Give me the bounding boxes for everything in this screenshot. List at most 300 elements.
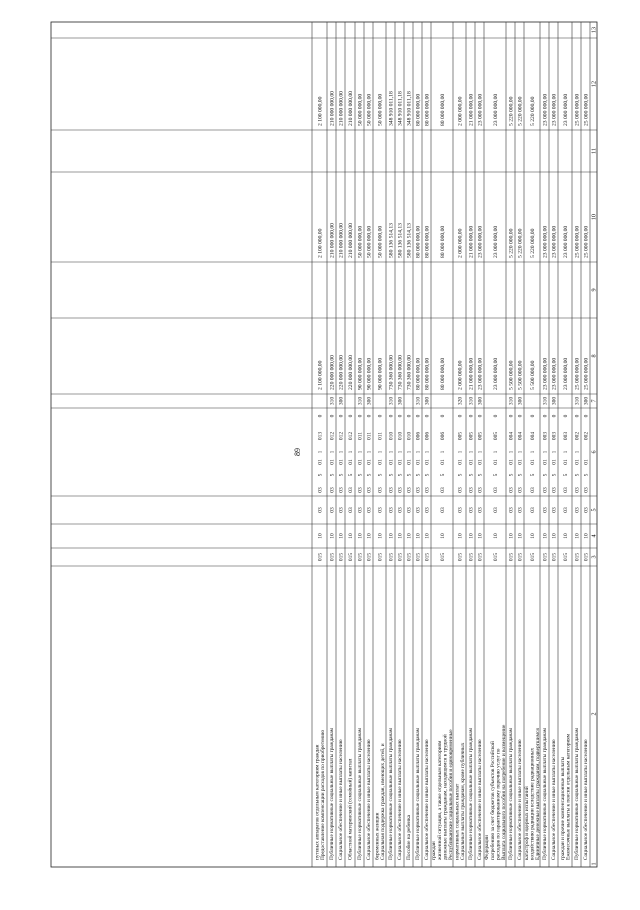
row-target-code-part: 005 — [457, 431, 464, 441]
row-name: Социальное обеспечение и иные выплаты населению — [397, 739, 404, 860]
row-subsection: 03 — [457, 507, 464, 513]
row-target-code-part: 5 — [477, 473, 484, 477]
row-target-code-part: 01 — [377, 459, 384, 465]
row-name: Публичные нормативные социальные выплаты гражданам — [388, 727, 395, 860]
row-target-code-part: 0 — [457, 414, 464, 418]
row-target-code-part: 010 — [406, 431, 413, 441]
row-target-code-part: 01 — [415, 459, 422, 465]
row-target-code-part: 01 — [317, 459, 324, 465]
row-target-code-part: 5 — [517, 473, 524, 477]
row-subsection: 03 — [517, 507, 524, 513]
header-c9: 9 — [590, 288, 598, 292]
row-target-code-part: 01 — [477, 459, 484, 465]
budget-table — [51, 22, 597, 867]
header-c12: 12 — [590, 80, 598, 88]
row-target-code-part: 002 — [574, 431, 581, 441]
row-ministry-code: 015 — [457, 552, 464, 562]
row-target-code-part: 0 — [377, 414, 384, 418]
table-row — [373, 94, 386, 860]
row-target-code-part: 1 — [388, 450, 395, 454]
row-amount-year2: 50 000 000,00 — [357, 225, 364, 258]
row-target-code-part: 03 — [542, 487, 549, 493]
row-amount-year2: 50 000 000,00 — [366, 225, 373, 258]
row-ministry-code: 015 — [477, 552, 484, 562]
row-target-code-part: 5 — [366, 473, 373, 477]
row-target-code-part: 03 — [424, 487, 431, 493]
row-name: жизненной ситуации, а также отдельным категориям — [436, 740, 443, 860]
row-name: нормативных социальных выплат — [454, 783, 461, 860]
row-section: 10 — [563, 533, 569, 539]
row-target-code-part: 0 — [508, 414, 515, 418]
row-amount-year1: 23 000 000,00 — [477, 357, 484, 390]
row-amount-year2: 580 136 514,13 — [397, 223, 404, 258]
row-target-code-part: 03 — [329, 487, 336, 493]
row-section: 10 — [317, 533, 324, 539]
row-amount-year3: 25 000 000,00 — [574, 93, 581, 126]
row-target-code-part: 03 — [357, 487, 364, 493]
row-target-code-part: 5 — [348, 473, 354, 477]
row-name: воздействию радиации вследствие радиационных — [529, 747, 536, 860]
table-row — [550, 94, 557, 860]
row-ministry-code: 015 — [397, 552, 404, 562]
row-amount-year3: 210 000 000,00 — [348, 91, 354, 126]
row-expense-type: 310 — [468, 396, 475, 406]
row-amount-year3: 5 220 000,00 — [508, 96, 515, 126]
row-amount-year3: 23 000 000,00 — [493, 93, 499, 126]
row-target-code-part: 01 — [517, 459, 524, 465]
row-amount-year1: 90 000 000,00 — [377, 357, 384, 390]
row-name: беременных женщин — [374, 812, 381, 860]
row-name: погребению за счет бюджетов субъектов Российской — [489, 741, 496, 860]
row-amount-year3: 21 000 000,00 — [468, 93, 475, 126]
row-target-code-part: 0 — [574, 414, 581, 418]
row-expense-type: 310 — [388, 396, 395, 406]
row-amount-year3: 210 000 000,00 — [338, 91, 345, 126]
row-name: расходов по гарантированному перечню услуг по — [495, 748, 502, 860]
row-target-code-part: 1 — [415, 450, 422, 454]
row-target-code-part: 0 — [477, 414, 484, 418]
row-amount-year2: 25 000 000,00 — [574, 225, 581, 258]
row-target-code-part: 03 — [440, 487, 446, 493]
row-target-code-part: 03 — [388, 487, 395, 493]
row-target-code-part: 5 — [468, 473, 475, 477]
row-target-code-part: 01 — [338, 459, 345, 465]
row-amount-year1: 2 100 000,00 — [317, 360, 324, 390]
row-amount-year3: 23 000 000,00 — [477, 93, 484, 126]
row-name: граждан и прочие компенсационные выплаты — [559, 756, 566, 860]
row-amount-year2: 210 000 000,00 — [329, 223, 336, 258]
row-expense-type: 300 — [366, 396, 373, 406]
row-target-code-part: 1 — [457, 450, 464, 454]
table-row — [582, 94, 589, 860]
row-ministry-code: 015 — [440, 552, 446, 562]
row-subsection: 03 — [440, 507, 446, 513]
row-amount-year2: 23 000 000,00 — [563, 225, 569, 258]
row-amount-year1: 730 360 000,00 — [388, 355, 395, 390]
row-target-code-part: 03 — [508, 487, 515, 493]
header-c10: 10 — [590, 213, 598, 221]
row-ministry-code: 015 — [542, 552, 549, 562]
row-amount-year1: 220 000 000,00 — [329, 355, 336, 390]
row-target-code-part: 011 — [366, 431, 373, 441]
row-target-code-part: 0 — [406, 414, 413, 418]
row-section: 10 — [440, 533, 446, 539]
row-subsection: 03 — [406, 507, 413, 513]
row-target-code-part: 1 — [493, 450, 499, 454]
row-target-code-part: 0 — [542, 414, 549, 418]
row-section: 10 — [348, 533, 354, 539]
row-target-code-part: 03 — [517, 487, 524, 493]
row-amount-year1: 23 000 000,00 — [551, 357, 558, 390]
row-target-code-part: 006 — [415, 431, 422, 441]
table-row — [337, 91, 344, 860]
row-name: Федерации — [484, 834, 491, 860]
row-amount-year2: 21 000 000,00 — [468, 225, 475, 258]
row-subsection: 03 — [424, 507, 431, 513]
row-name: Социальное обеспечение и иные выплаты населению — [366, 739, 373, 860]
row-section: 10 — [508, 533, 515, 539]
row-target-code-part: 003 — [542, 431, 549, 441]
row-section: 10 — [551, 533, 558, 539]
row-expense-type: 310 — [357, 396, 364, 406]
row-target-code-part: 1 — [477, 450, 484, 454]
row-target-code-part: 5 — [388, 473, 395, 477]
row-amount-year1: 25 000 000,00 — [583, 357, 590, 390]
row-section: 10 — [457, 533, 464, 539]
row-ministry-code: 015 — [424, 552, 431, 562]
row-section: 10 — [574, 533, 581, 539]
row-section: 10 — [329, 533, 336, 539]
row-target-code-part: 0 — [348, 414, 354, 418]
row-subsection: 03 — [551, 507, 558, 513]
row-ministry-code: 015 — [468, 552, 475, 562]
row-target-code-part: 01 — [457, 459, 464, 465]
row-expense-type: 300 — [338, 396, 345, 406]
row-target-code-part: 01 — [493, 459, 499, 465]
row-amount-year1: 220 000 000,00 — [338, 355, 345, 390]
row-amount-year3: 50 000 000,00 — [377, 93, 384, 126]
row-section: 10 — [583, 533, 590, 539]
row-target-code-part: 005 — [493, 431, 499, 441]
row-ministry-code: 015 — [338, 552, 345, 562]
row-expense-type: 300 — [517, 396, 524, 406]
row-amount-year2: 5 220 000,00 — [517, 228, 524, 258]
row-target-code-part: 1 — [530, 450, 536, 454]
table-header — [590, 27, 597, 866]
row-section: 10 — [397, 533, 404, 539]
header-c11: 11 — [590, 148, 598, 154]
table-row — [414, 94, 421, 860]
row-target-code-part: 010 — [388, 431, 395, 441]
row-subsection: 03 — [366, 507, 373, 513]
row-name: граждан — [431, 841, 438, 860]
row-target-code-part: 01 — [440, 459, 446, 465]
row-name: Публичные нормативные социальные выплаты гражданам — [415, 727, 422, 860]
row-target-code-part: 0 — [440, 414, 446, 418]
row-expense-type: 320 — [457, 396, 464, 406]
row-target-code-part: 5 — [457, 473, 464, 477]
row-section: 10 — [542, 533, 549, 539]
row-target-code-part: 03 — [415, 487, 422, 493]
row-target-code-part: 1 — [542, 450, 549, 454]
row-target-code-part: 5 — [338, 473, 345, 477]
row-amount-year3: 23 000 000,00 — [542, 93, 549, 126]
row-target-code-part: 005 — [477, 431, 484, 441]
row-target-code-part: 0 — [517, 414, 524, 418]
row-subsection: 03 — [563, 507, 569, 513]
row-amount-year1: 23 000 000,00 — [563, 357, 569, 390]
row-target-code-part: 03 — [397, 487, 404, 493]
row-expense-type: 300 — [583, 396, 590, 406]
row-subsection: 03 — [542, 507, 549, 513]
row-target-code-part: 004 — [530, 431, 536, 441]
row-amount-year3: 25 000 000,00 — [583, 93, 590, 126]
row-ministry-code: 015 — [551, 552, 558, 562]
row-name: Областной материнский (семейный) капитал — [347, 758, 354, 860]
row-ministry-code: 015 — [415, 552, 422, 562]
row-expense-type: 310 — [574, 396, 581, 406]
row-target-code-part: 03 — [574, 487, 581, 493]
row-subsection: 03 — [397, 507, 404, 513]
row-name: катастроф и ядерных испытаний — [524, 786, 530, 860]
header-c5: 5 — [590, 508, 598, 512]
row-amount-year1: 5 500 000,00 — [517, 360, 524, 390]
row-amount-year1: 25 000 000,00 — [574, 357, 581, 390]
row-target-code-part: 01 — [366, 459, 373, 465]
row-amount-year3: 80 000 000,00 — [424, 93, 431, 126]
row-amount-year3: 5 220 000,00 — [530, 96, 536, 126]
row-subsection: 03 — [329, 507, 336, 513]
row-name: Пособие на ребенка — [406, 815, 413, 860]
row-subsection: 03 — [493, 507, 499, 513]
row-target-code-part: 03 — [551, 487, 558, 493]
row-target-code-part: 0 — [563, 414, 569, 418]
table-row — [467, 94, 474, 860]
table-row — [573, 94, 580, 860]
row-target-code-part: 03 — [468, 487, 475, 493]
row-name: Социальные выплаты гражданам, кроме публичных — [459, 742, 466, 860]
row-target-code-part: 1 — [563, 450, 569, 454]
header-c2: 2 — [590, 712, 598, 716]
table-row — [560, 94, 572, 860]
row-amount-year1: 90 000 000,00 — [357, 357, 364, 390]
row-name: Публичные нормативные социальные выплаты гражданам — [468, 727, 475, 860]
row-target-code-part: 0 — [366, 414, 373, 418]
row-name: Социальное обеспечение и иные выплаты населению — [517, 739, 524, 860]
row-name: Социальное обеспечение и иные выплаты населению — [424, 739, 431, 860]
row-amount-year2: 2 000 000,00 — [457, 228, 464, 258]
row-section: 10 — [468, 533, 475, 539]
row-expense-type: 310 — [415, 396, 422, 406]
row-target-code-part: 01 — [542, 459, 549, 465]
row-subsection: 03 — [348, 507, 354, 513]
row-subsection: 03 — [338, 507, 345, 513]
row-target-code-part: 002 — [583, 431, 590, 441]
row-target-code-part: 5 — [329, 473, 336, 477]
row-subsection: 03 — [415, 507, 422, 513]
row-target-code-part: 03 — [366, 487, 373, 493]
row-target-code-part: 1 — [551, 450, 558, 454]
row-section: 10 — [530, 533, 536, 539]
row-subsection: 03 — [574, 507, 581, 513]
row-target-code-part: 0 — [424, 414, 431, 418]
row-target-code-part: 0 — [357, 414, 364, 418]
row-ministry-code: 015 — [508, 552, 515, 562]
row-amount-year3: 348 910 011,18 — [388, 91, 395, 126]
header-c8: 8 — [590, 354, 598, 358]
row-amount-year2: 80 000 000,00 — [415, 225, 422, 258]
row-amount-year3: 348 910 011,18 — [406, 91, 413, 126]
table-row — [507, 96, 514, 860]
row-subsection: 03 — [388, 507, 395, 513]
row-amount-year3: 2 100 000,00 — [317, 96, 324, 126]
table-row — [516, 96, 523, 860]
row-target-code-part: 5 — [377, 473, 384, 477]
row-target-code-part: 5 — [508, 473, 515, 477]
row-subsection: 03 — [530, 507, 536, 513]
row-amount-year1: 80 000 000,00 — [415, 357, 422, 390]
row-target-code-part: 1 — [317, 450, 324, 454]
row-amount-year1: 80 000 000,00 — [440, 357, 446, 390]
row-amount-year2: 50 000 000,00 — [377, 225, 384, 258]
table-row — [356, 94, 363, 860]
row-target-code-part: 03 — [377, 487, 384, 493]
row-target-code-part: 5 — [583, 473, 590, 477]
row-expense-type: 300 — [397, 396, 404, 406]
row-amount-year1: 220 000 000,00 — [348, 355, 354, 390]
row-target-code-part: 5 — [357, 473, 364, 477]
row-amount-year2: 2 100 000,00 — [317, 228, 324, 258]
row-amount-year3: 5 220 000,00 — [517, 96, 524, 126]
row-amount-year2: 23 000 000,00 — [551, 225, 558, 258]
row-ministry-code: 015 — [366, 552, 373, 562]
row-expense-type: 300 — [477, 396, 484, 406]
row-target-code-part: 01 — [397, 459, 404, 465]
row-target-code-part: 01 — [329, 459, 336, 465]
row-amount-year1: 21 000 000,00 — [468, 357, 475, 390]
row-target-code-part: 1 — [377, 450, 384, 454]
row-target-code-part: 03 — [477, 487, 484, 493]
row-amount-year1: 730 360 000,00 — [397, 355, 404, 390]
row-subsection: 03 — [583, 507, 590, 513]
row-target-code-part: 003 — [551, 431, 558, 441]
table-row — [387, 91, 394, 860]
row-amount-year2: 23 000 000,00 — [477, 225, 484, 258]
row-name: Публичные нормативные социальные выплаты гражданам — [329, 727, 336, 860]
row-amount-year3: 348 910 011,18 — [397, 91, 404, 126]
row-amount-year1: 2 000 000,00 — [457, 360, 464, 390]
row-subsection: 03 — [377, 507, 384, 513]
row-subsection: 03 — [468, 507, 475, 513]
row-target-code-part: 5 — [415, 473, 422, 477]
row-ministry-code: 015 — [406, 552, 413, 562]
table-row — [365, 94, 372, 860]
row-target-code-part: 012 — [348, 431, 354, 441]
row-target-code-part: 01 — [563, 459, 569, 465]
row-section: 10 — [388, 533, 395, 539]
row-name: путевых аппаратов отдельным категориям граждан — [314, 744, 321, 860]
row-ministry-code: 015 — [493, 552, 499, 562]
table-row — [314, 96, 326, 860]
header-c4: 4 — [590, 534, 598, 538]
header-c6: 6 — [590, 450, 598, 454]
row-target-code-part: 01 — [468, 459, 475, 465]
row-name: Выплата социального пособия на погребение и возмещение — [501, 724, 507, 860]
row-target-code-part: 5 — [551, 473, 558, 477]
row-name: Ежемесячные выплаты к пенсии отдельным категориям — [565, 733, 572, 860]
row-ministry-code: 015 — [329, 552, 336, 562]
row-section: 10 — [357, 533, 364, 539]
row-target-code-part: 0 — [468, 414, 475, 418]
row-section: 10 — [517, 533, 524, 539]
row-amount-year1: 730 360 000,00 — [406, 355, 413, 390]
table-row — [431, 94, 454, 861]
header-c3: 3 — [590, 555, 598, 559]
table-row — [476, 94, 483, 860]
row-amount-year2: 80 000 000,00 — [424, 225, 431, 258]
row-target-code-part: 006 — [440, 431, 446, 441]
row-amount-year2: 80 000 000,00 — [440, 225, 446, 258]
row-amount-year3: 80 000 000,00 — [415, 93, 422, 126]
row-target-code-part: 1 — [468, 450, 475, 454]
row-amount-year3: 2 000 000,00 — [457, 96, 464, 126]
row-target-code-part: 005 — [468, 431, 475, 441]
page-number: 89 — [293, 448, 302, 456]
row-amount-year2: 580 136 514,13 — [388, 223, 395, 258]
row-subsection: 03 — [317, 507, 324, 513]
row-ministry-code: 015 — [517, 552, 524, 562]
row-target-code-part: 1 — [508, 450, 515, 454]
row-target-code-part: 03 — [317, 487, 324, 493]
row-target-code-part: 1 — [357, 450, 364, 454]
header-c13: 13 — [590, 26, 598, 34]
row-target-code-part: 1 — [424, 450, 431, 454]
row-amount-year3: 80 000 000,00 — [440, 93, 446, 126]
row-target-code-part: 03 — [338, 487, 345, 493]
row-subsection: 03 — [508, 507, 515, 513]
row-target-code-part: 1 — [329, 450, 336, 454]
row-target-code-part: 03 — [348, 487, 354, 493]
row-subsection: 03 — [357, 507, 364, 513]
row-target-code-part: 011 — [377, 431, 384, 441]
row-target-code-part: 0 — [388, 414, 395, 418]
row-target-code-part: 5 — [530, 473, 536, 477]
row-name: Публичные нормативные социальные выплаты гражданам — [508, 727, 515, 860]
row-target-code-part: 5 — [542, 473, 549, 477]
row-target-code-part: 003 — [563, 431, 569, 441]
row-target-code-part: 1 — [338, 450, 345, 454]
row-amount-year1: 90 000 000,00 — [366, 357, 373, 390]
row-expense-type: 310 — [329, 396, 336, 406]
row-ministry-code: 015 — [357, 552, 364, 562]
row-name: Социальное обеспечение и иные выплаты населению — [477, 739, 484, 860]
row-target-code-part: 01 — [388, 459, 395, 465]
row-section: 10 — [493, 533, 499, 539]
table-row — [405, 91, 412, 860]
row-target-code-part: 0 — [397, 414, 404, 418]
row-section: 10 — [377, 533, 384, 539]
row-name: Социальное обеспечение и иные выплаты населению — [551, 739, 558, 860]
row-section: 10 — [338, 533, 345, 539]
row-section: 10 — [415, 533, 422, 539]
row-name: Единичные денежные выплаты гражданам, подвергшимся — [535, 728, 542, 860]
row-subsection: 03 — [477, 507, 484, 513]
row-target-code-part: 1 — [574, 450, 581, 454]
row-amount-year1: 5 500 000,00 — [530, 360, 536, 390]
row-target-code-part: 013 — [317, 431, 324, 441]
row-target-code-part: 5 — [424, 473, 431, 477]
row-target-code-part: 1 — [517, 450, 524, 454]
